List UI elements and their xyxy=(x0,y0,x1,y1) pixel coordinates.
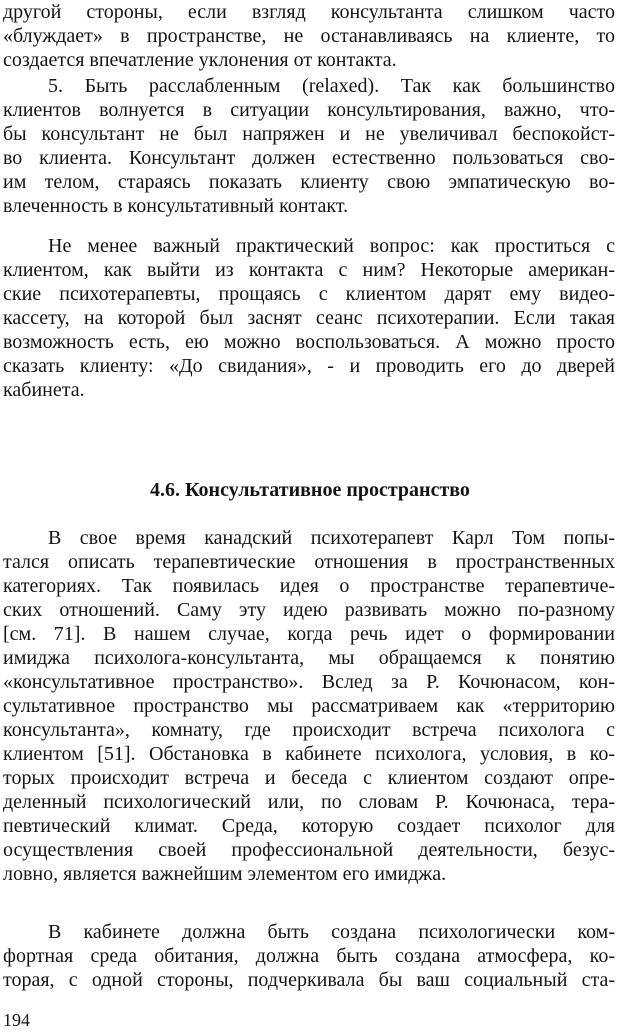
text-line: влеченность в консультативный контакт. xyxy=(3,195,349,217)
text-line: имиджа психолога-консультанта, мы обращаемся к понятию xyxy=(3,647,615,669)
text-line: В свое время канадский психотерапевт Карл Том попы- xyxy=(48,527,615,549)
consultative-space-paragraph xyxy=(3,526,615,886)
item-5-paragraph xyxy=(3,74,615,218)
text-line: Не менее важный практический вопрос: как проститься с xyxy=(48,235,615,257)
text-line: фортная среда обитания, должна быть создана атмосфера, ко- xyxy=(3,945,615,967)
text-line: ловно, является важнейшим элементом его имиджа. xyxy=(3,863,447,885)
text-line: В кабинете должна быть создана психологически ком- xyxy=(48,921,615,943)
text-line: осуществления своей профессиональной деятельности, безус- xyxy=(3,839,615,861)
text-line: деленный психологический или, по словам Р. Кочюнаса, тера- xyxy=(3,791,615,813)
text-line: сказать клиенту: «До свидания», - и проводить его до дверей xyxy=(3,355,615,377)
text-line: ских отношений. Саму эту идею развивать можно по-разному xyxy=(3,599,615,621)
text-line: 5. Быть расслабленным (relaxed). Так как большинство xyxy=(48,75,615,97)
text-line: категориях. Так появилась идея о пространстве терапевтиче- xyxy=(3,575,615,597)
text-line: им телом, стараясь показать клиенту свою эмпатическую во- xyxy=(3,171,615,193)
text-line: «консультативное пространство». Вслед за Р. Кочюнасом, кон- xyxy=(3,671,615,693)
text-line: клиентом [51]. Обстановка в кабинете психолога, условия, в ко- xyxy=(3,743,615,765)
text-line: кабинета. xyxy=(3,379,85,401)
page-number: 194 xyxy=(3,1010,30,1030)
text-line: ские психотерапевты, прощаясь с клиентом дарят ему видео- xyxy=(3,283,615,305)
section-heading: 4.6. Консультативное пространство xyxy=(150,479,470,501)
cabinet-paragraph xyxy=(3,920,615,992)
text-line: «блуждает» в пространстве, не останавливаясь на клиенте, то xyxy=(3,25,615,47)
text-line: певтический климат. Среда, которую создает психолог для xyxy=(3,815,615,837)
text-line: во клиента. Консультант должен естественно пользоваться сво- xyxy=(3,147,615,169)
text-line: торая, с одной стороны, подчеркивала бы ваш социальный ста- xyxy=(3,969,615,991)
text-line: [см. 71]. В нашем случае, когда речь идет о формировании xyxy=(3,623,615,645)
text-line: консультанта», комнату, где происходит встреча психолога с xyxy=(3,719,615,741)
text-line: кассету, на которой был заснят сеанс психотерапии. Если такая xyxy=(3,307,615,329)
text-line: тался описать терапевтические отношения в пространственных xyxy=(3,551,615,573)
text-line: клиентов волнуется в ситуации консультирования, важно, что- xyxy=(3,99,615,121)
text-line: торых происходит встреча и беседа с клиентом создают опре- xyxy=(3,767,615,789)
text-line: возможность есть, ею можно воспользоваться. А можно просто xyxy=(3,331,615,353)
text-line: создается впечатление уклонения от контакта. xyxy=(3,49,397,71)
text-line: сультативное пространство мы рассматриваем как «территорию xyxy=(3,695,615,717)
text-line: бы консультант не был напряжен и не увеличивал беспокойст- xyxy=(3,123,615,145)
text-line: другой стороны, если взгляд консультанта слишком часто xyxy=(3,1,615,23)
top-paragraph xyxy=(3,0,615,72)
farewell-paragraph xyxy=(3,234,615,402)
text-line: клиентом, как выйти из контакта с ним? Некоторые американ- xyxy=(3,259,615,281)
